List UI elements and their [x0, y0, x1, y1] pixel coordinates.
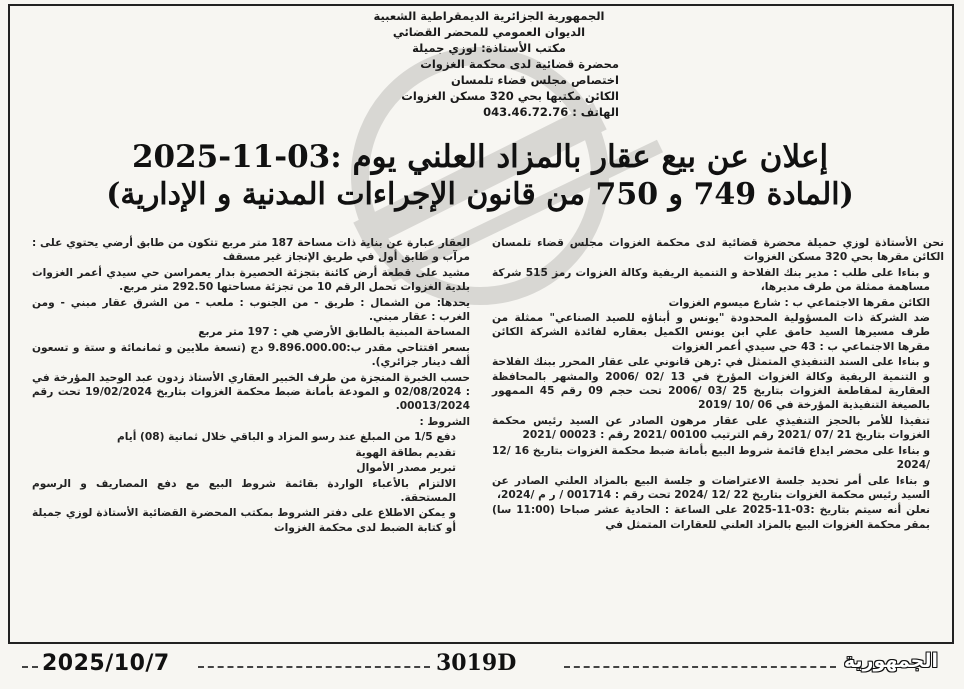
paragraph-announcement: نعلن أنه سيتم بتاريخ :03-11-2025 على الساعة : الحادية عشر صباحا (11:00 سا) بمقر محكمة الغزوات البيع بالمزاد العلني للعقارات المتمثل في — [492, 504, 930, 531]
header-phone: الهاتف : 043.46.72.76 — [483, 105, 619, 119]
left-column — [32, 236, 470, 536]
title-line-1: إعلان عن بيع عقار بالمزاد العلني يوم :03-11-2025 — [131, 139, 829, 175]
condition-item: الالتزام بالأعباء الواردة بقائمة شروط البيع مع دفع المصاريف و الرسوم المستحقة. — [32, 477, 456, 504]
condition-item: دفع 1/5 من المبلغ عند رسو المزاد و الباقي خلال ثمانية (08) أيام — [116, 431, 456, 444]
ad-code: 3019D — [436, 650, 517, 676]
header-office: الديوان العمومي للمحضر القضائي — [392, 25, 586, 39]
condition-item: تقديم بطاقة الهوية — [355, 446, 456, 459]
title-line-2: (المادة 749 و 750 من قانون الإجراءات المدنية و الإدارية) — [106, 177, 854, 212]
paragraph-bailiff: نحن الأستاذة لوزي حميلة محضرة قضائية لدى محكمة الغزوات مجلس قضاء تلمسان الكائن مقرها بحي 320 مسكن الغزوات — [492, 237, 944, 264]
paragraph-conditions-deposit: و بناءا على محضر ايداع قائمة شروط البيع بأمانة ضبط محكمة الغزوات بتاريخ 16 /12 /2024 — [492, 444, 930, 472]
paragraph-expertise: حسب الخبرة المنجزة من طرف الخبير العقاري الأستاذ زدون عبد الوحيد المؤرخة في : 02/08/2024 و المودعة بأمانة ضبط محكمة الغزوات بتاريخ 19/02/2024 تحت رقم 00013/2024. — [32, 371, 470, 413]
paragraph-against: ضد الشركة ذات المسؤولية المحدودة "يونس و أبناؤه للصيد الصناعي" ممثلة من طرف مسيرها السيد حامق علي ابن يونس الكميل بعقاره لفائدة الشركة الكائن مقرها الاجتماعي ب : 43 حي سيدي أعمر الغزوات — [492, 312, 930, 353]
paragraph-opening-price: بسعر افتتاحي مقدر ب:9.896.000.00 دج (تسعة ملايين و ثمانمائة و ستة و تسعون ألف دينار جزائري). — [32, 341, 470, 369]
condition-item: تبرير مصدر الأموال — [356, 462, 456, 475]
newspaper-logo: الجمهورية — [843, 650, 938, 672]
paragraph-boundaries: يحدها: من الشمال : طريق - من الجنوب : ملعب - من الشرق عقار مبني - ومن الغرب : عقار مبني. — [32, 296, 470, 324]
footer — [8, 648, 954, 682]
header-republic: الجمهورية الجزائرية الديمقراطية الشعبية — [373, 9, 605, 23]
paragraph-seizure-order: تنفيذا للأمر بالحجز التنفيذي على عقار مرهون الصادر عن السيد رئيس محكمة الغزوات بتاريخ 21 /07 /2021 رقم الترتيب 00100 /2021 رقم : 00023 /2021 — [492, 414, 930, 442]
paragraph-session-order: و بناءا على أمر تحديد جلسة الاعتراضات و جلسة البيع بالمزاد العلني الصادر عن السيد رئيس محكمة الغزوات بتاريخ 22 /12 /2024 تحت رقم : 001714 / ر م /2024، — [492, 474, 930, 501]
publication-date: 2025/10/7 — [42, 651, 170, 676]
footer-rule — [22, 666, 38, 668]
header-address: الكائن مكتبها بحي 320 مسكن الغزوات — [401, 89, 619, 103]
header-court: محضرة قضائية لدى محكمة الغزوات — [420, 57, 619, 71]
right-column — [492, 236, 944, 533]
paragraph-executive-title: و بناءا على السند التنفيذي المتمثل في :رهن قانوني على عقار المحرر ببنك الفلاحة و التنمية الريفية وكالة الغزوات المؤرخ في 13 /02 /2006 والمشهر بالمحافظة العقارية لمقاطعة الغزوات بتاريخ 25 /03 /2006 تحت حجم 09 رقم 45 الممهور بالصيغة التنفيذية المؤرخة في 06 /10 /2019 — [492, 356, 930, 412]
paragraph-built-area: المساحة المبنية بالطابق الأرضي هي : 197 متر مربع — [198, 326, 470, 339]
paragraph-headquarters: الكائن مقرها الاجتماعي ب : شارع ميسوم الغزوات — [668, 296, 930, 309]
footer-rule — [564, 666, 836, 668]
header-bailiff-name: مكتب الأستاذة: لوزي جميلة — [412, 41, 566, 55]
header-jurisdiction: اختصاص مجلس قضاء تلمسان — [450, 73, 619, 87]
paragraph-closing: و يمكن الاطلاع على دفتر الشروط بمكتب المحضرة القضائية الأستاذة لوزي جميلة أو كتابة الضبط لدى محكمة الغزوات — [32, 507, 456, 534]
paragraph-request: و بناءا على طلب : مدير بنك الفلاحة و التنمية الريفية وكالة الغزوات رمز 515 شركة مساهمة ممثلة من طرف مديرها، — [492, 266, 930, 294]
paragraph-property: العقار عبارة عن بناية ذات مساحة 187 متر مربع تتكون من طابق أرضي يحتوي على : مرآب و طابق أول في طريق الإنجاز غير مسقف — [32, 237, 470, 264]
paragraph-land: مشيد على قطعة أرض كائنة بتجزئة الحصيرة بدار يعمراسن حي سيدي أعمر الغزوات بلدية الغزوات تحمل الرقم 10 من تجزئة مساحتها 292.50 متر مربع. — [32, 266, 470, 294]
notice-title — [100, 138, 860, 214]
conditions-heading: الشروط : — [419, 415, 470, 428]
footer-rule — [198, 666, 430, 668]
bailiff-office-header — [359, 8, 619, 120]
